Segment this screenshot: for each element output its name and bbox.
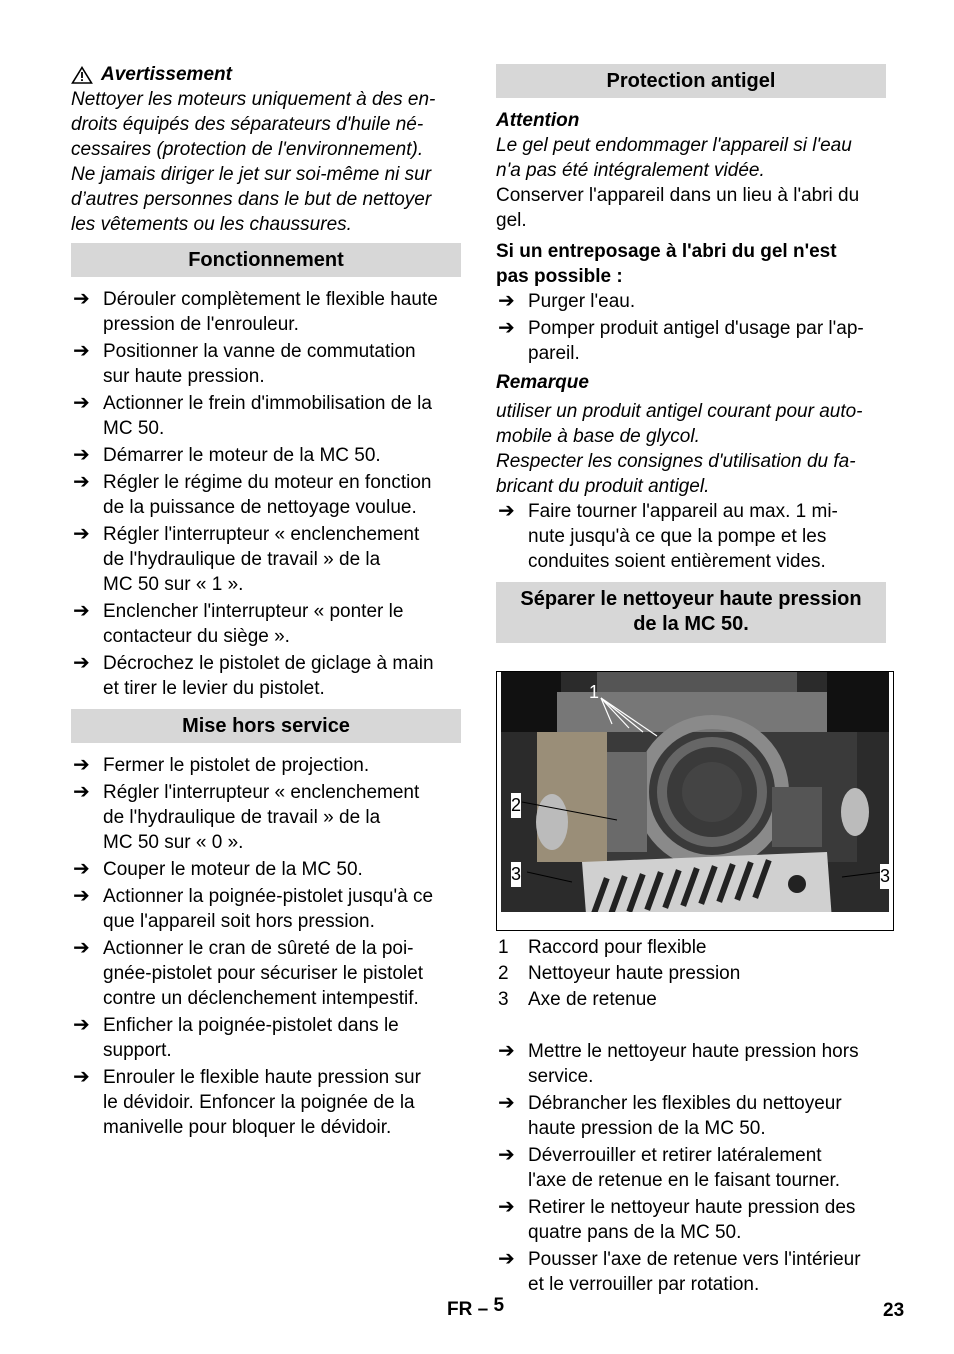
list-item-line: Actionner le frein d'immobilisation de la: [103, 393, 432, 414]
list-item-line: gnée-pistolet pour sécuriser le pistolet: [103, 963, 424, 984]
arrow-icon: ➔: [73, 937, 90, 959]
list-item-line: de l'hydraulique de travail » de la: [103, 549, 381, 570]
section-header-protection-antigel: Protection antigel: [496, 64, 886, 98]
list-item-line: Enrouler le flexible haute pression sur: [103, 1067, 421, 1088]
arrow-icon: ➔: [73, 600, 90, 622]
list-item-line: Enclencher l'interrupteur « ponter le: [103, 601, 404, 622]
remarque-line: Respecter les consignes d'utilisation du fa-: [496, 451, 856, 472]
list-item-line: pression de l'enrouleur.: [103, 314, 299, 335]
list-item-line: Régler le régime du moteur en fonction: [103, 472, 432, 493]
warning-line: Ne jamais diriger le jet sur soi-même ni sur: [71, 164, 432, 185]
list-item-line: Dérouler complètement le flexible haute: [103, 289, 438, 310]
attention-line: Le gel peut endommager l'appareil si l'eau: [496, 135, 852, 156]
legend-text: Nettoyeur haute pression: [528, 963, 741, 984]
warning-line: d’autres personnes dans le but de nettoyer: [71, 189, 432, 210]
remarque-line: utiliser un produit antigel courant pour auto-: [496, 401, 863, 422]
warning-line: droits équipés des séparateurs d'huile né-: [71, 114, 424, 135]
arrow-icon: ➔: [73, 781, 90, 803]
storage-line: gel.: [496, 210, 527, 231]
attention-title: Attention: [496, 110, 580, 131]
remarque-line: bricant du produit antigel.: [496, 476, 710, 497]
list-item: [71, 287, 461, 337]
footer-language: [447, 1297, 504, 1322]
list-item-line: Mettre le nettoyeur haute pression hors: [528, 1041, 859, 1062]
warning-text: [71, 87, 461, 237]
list-item-line: Positionner la vanne de commutation: [103, 341, 416, 362]
arrow-icon: ➔: [73, 885, 90, 907]
list-item: [496, 1091, 886, 1141]
list-item-line: Enficher la poignée-pistolet dans le: [103, 1015, 399, 1036]
list-item-line: et le verrouiller par rotation.: [528, 1274, 760, 1295]
machine-illustration: [497, 672, 893, 930]
arrow-icon: ➔: [498, 500, 515, 522]
list-item: [71, 857, 461, 882]
list-item: [496, 499, 886, 574]
list-item: [496, 1195, 886, 1245]
list-item: [71, 884, 461, 934]
list-item-line: quatre pans de la MC 50.: [528, 1222, 742, 1243]
figure-label: 2: [511, 793, 521, 818]
arrow-icon: ➔: [498, 1040, 515, 1062]
list-item-line: Débrancher les flexibles du nettoyeur: [528, 1093, 842, 1114]
figure-label: 1: [589, 682, 600, 702]
arrow-icon: ➔: [498, 1196, 515, 1218]
legend-item: [496, 935, 886, 961]
list-item-line: manivelle pour bloquer le dévidoir.: [103, 1117, 392, 1138]
list-item-line: support.: [103, 1040, 172, 1061]
list-item-line: et tirer le levier du pistolet.: [103, 678, 325, 699]
list-item: [71, 1013, 461, 1063]
list-item: [71, 599, 461, 649]
arrow-icon: ➔: [498, 1248, 515, 1270]
arrow-icon: ➔: [498, 290, 515, 312]
warning-line: cessaires (protection de l'environnement).: [71, 139, 424, 160]
list-item: [71, 936, 461, 1011]
warning-title-text: Avertissement: [101, 64, 232, 85]
arrow-icon: ➔: [498, 1144, 515, 1166]
arrow-icon: ➔: [73, 1014, 90, 1036]
footer-section-page: 5: [493, 1295, 505, 1316]
list-item-line: Régler l'interrupteur « enclenchement: [103, 524, 420, 545]
arrow-icon: ➔: [498, 1092, 515, 1114]
antigel-list: [496, 289, 886, 366]
arrow-icon: ➔: [73, 444, 90, 466]
list-item: [71, 339, 461, 389]
mise-hors-service-list: [71, 753, 461, 1140]
condition-line: pas possible :: [496, 266, 623, 287]
list-item-line: de l'hydraulique de travail » de la: [103, 807, 381, 828]
storage-line: Conserver l'appareil dans un lieu à l'abri du: [496, 185, 860, 206]
arrow-icon: ➔: [73, 1066, 90, 1088]
section-header-separer: [496, 582, 886, 643]
list-item: [496, 316, 886, 366]
list-item: [496, 1143, 886, 1193]
footer-dash: –: [477, 1299, 489, 1320]
list-item-line: Actionner le cran de sûreté de la poi-: [103, 938, 414, 959]
list-item: [71, 443, 461, 468]
legend-text: Axe de retenue: [528, 989, 657, 1010]
antigel-list-2: [496, 499, 886, 574]
list-item-line: Pousser l'axe de retenue vers l'intérieur: [528, 1249, 861, 1270]
right-column: [496, 64, 891, 1299]
list-item-line: contre un déclenchement intempestif.: [103, 988, 419, 1009]
arrow-icon: ➔: [498, 317, 515, 339]
list-item-line: service.: [528, 1066, 594, 1087]
page-number: 23: [883, 1300, 905, 1321]
arrow-icon: ➔: [73, 754, 90, 776]
list-item-line: Actionner la poignée-pistolet jusqu'à ce: [103, 886, 434, 907]
remarque-text: [496, 399, 886, 499]
list-item-line: sur haute pression.: [103, 366, 265, 387]
list-item-line: Déverrouiller et retirer latéralement: [528, 1145, 822, 1166]
arrow-icon: ➔: [73, 523, 90, 545]
warning-line: les vêtements ou les chaussures.: [71, 214, 352, 235]
list-item-line: Fermer le pistolet de projection.: [103, 755, 370, 776]
section-header-fonctionnement: Fonctionnement: [71, 243, 461, 277]
list-item: [496, 289, 886, 314]
legend-number: 2: [498, 963, 509, 984]
figure-label: 3: [511, 862, 521, 887]
list-item: [71, 470, 461, 520]
list-item: [71, 522, 461, 597]
attention-text: [496, 133, 886, 183]
list-item-line: conduites soient entièrement vides.: [528, 551, 826, 572]
arrow-icon: ➔: [73, 652, 90, 674]
figure-label: 3: [880, 864, 890, 889]
list-item-line: MC 50 sur « 1 ».: [103, 574, 244, 595]
figure-cleaner-photo: [496, 671, 894, 931]
separer-list: [496, 1039, 886, 1297]
list-item-line: MC 50.: [103, 418, 165, 439]
list-item-line: Pomper produit antigel d'usage par l'ap-: [528, 318, 864, 339]
arrow-icon: ➔: [73, 471, 90, 493]
separer-header-line: de la MC 50.: [633, 613, 749, 635]
condition-line: Si un entreposage à l'abri du gel n'est: [496, 241, 837, 262]
list-item: [71, 753, 461, 778]
list-item-line: nute jusqu'à ce que la pompe et les: [528, 526, 827, 547]
warning-title: [71, 62, 461, 87]
fonctionnement-list: [71, 287, 461, 701]
legend-number: 3: [498, 989, 509, 1010]
warning-line: Nettoyer les moteurs uniquement à des en-: [71, 89, 436, 110]
list-item-line: MC 50 sur « 0 ».: [103, 832, 244, 853]
list-item: [496, 1247, 886, 1297]
figure-legend: [496, 935, 886, 1013]
list-item-line: pareil.: [528, 343, 580, 364]
list-item-line: Purger l'eau.: [528, 291, 636, 312]
list-item-line: Régler l'interrupteur « enclenchement: [103, 782, 420, 803]
list-item-line: contacteur du siège ».: [103, 626, 290, 647]
list-item: [71, 1065, 461, 1140]
legend-item: [496, 961, 886, 987]
arrow-icon: ➔: [73, 858, 90, 880]
left-column: [71, 60, 461, 1142]
arrow-icon: ➔: [73, 392, 90, 414]
attention-line: n'a pas été intégralement vidée.: [496, 160, 765, 181]
list-item: [71, 780, 461, 855]
list-item-line: que l'appareil soit hors pression.: [103, 911, 375, 932]
list-item-line: Décrochez le pistolet de giclage à main: [103, 653, 434, 674]
warning-triangle-icon: [71, 66, 93, 84]
remarque-line: mobile à base de glycol.: [496, 426, 700, 447]
list-item-line: haute pression de la MC 50.: [528, 1118, 766, 1139]
storage-text: [496, 183, 886, 233]
footer-lang: FR: [447, 1299, 473, 1320]
list-item-line: Démarrer le moteur de la MC 50.: [103, 445, 381, 466]
legend-number: 1: [498, 937, 509, 958]
legend-text: Raccord pour flexible: [528, 937, 707, 958]
section-header-mise-hors-service: Mise hors service: [71, 709, 461, 743]
list-item-line: Couper le moteur de la MC 50.: [103, 859, 363, 880]
arrow-icon: ➔: [73, 288, 90, 310]
storage-condition: [496, 239, 886, 289]
list-item-line: de la puissance de nettoyage voulue.: [103, 497, 417, 518]
list-item: [71, 651, 461, 701]
list-item: [71, 391, 461, 441]
remarque-title: Remarque: [496, 372, 589, 393]
list-item: [496, 1039, 886, 1089]
list-item-line: Faire tourner l'appareil au max. 1 mi-: [528, 501, 838, 522]
arrow-icon: ➔: [73, 340, 90, 362]
list-item-line: Retirer le nettoyeur haute pression des: [528, 1197, 856, 1218]
separer-header-line: Séparer le nettoyeur haute pression: [520, 588, 862, 610]
legend-item: [496, 987, 886, 1013]
list-item-line: le dévidoir. Enfoncer la poignée de la: [103, 1092, 415, 1113]
list-item-line: l'axe de retenue en le faisant tourner.: [528, 1170, 841, 1191]
